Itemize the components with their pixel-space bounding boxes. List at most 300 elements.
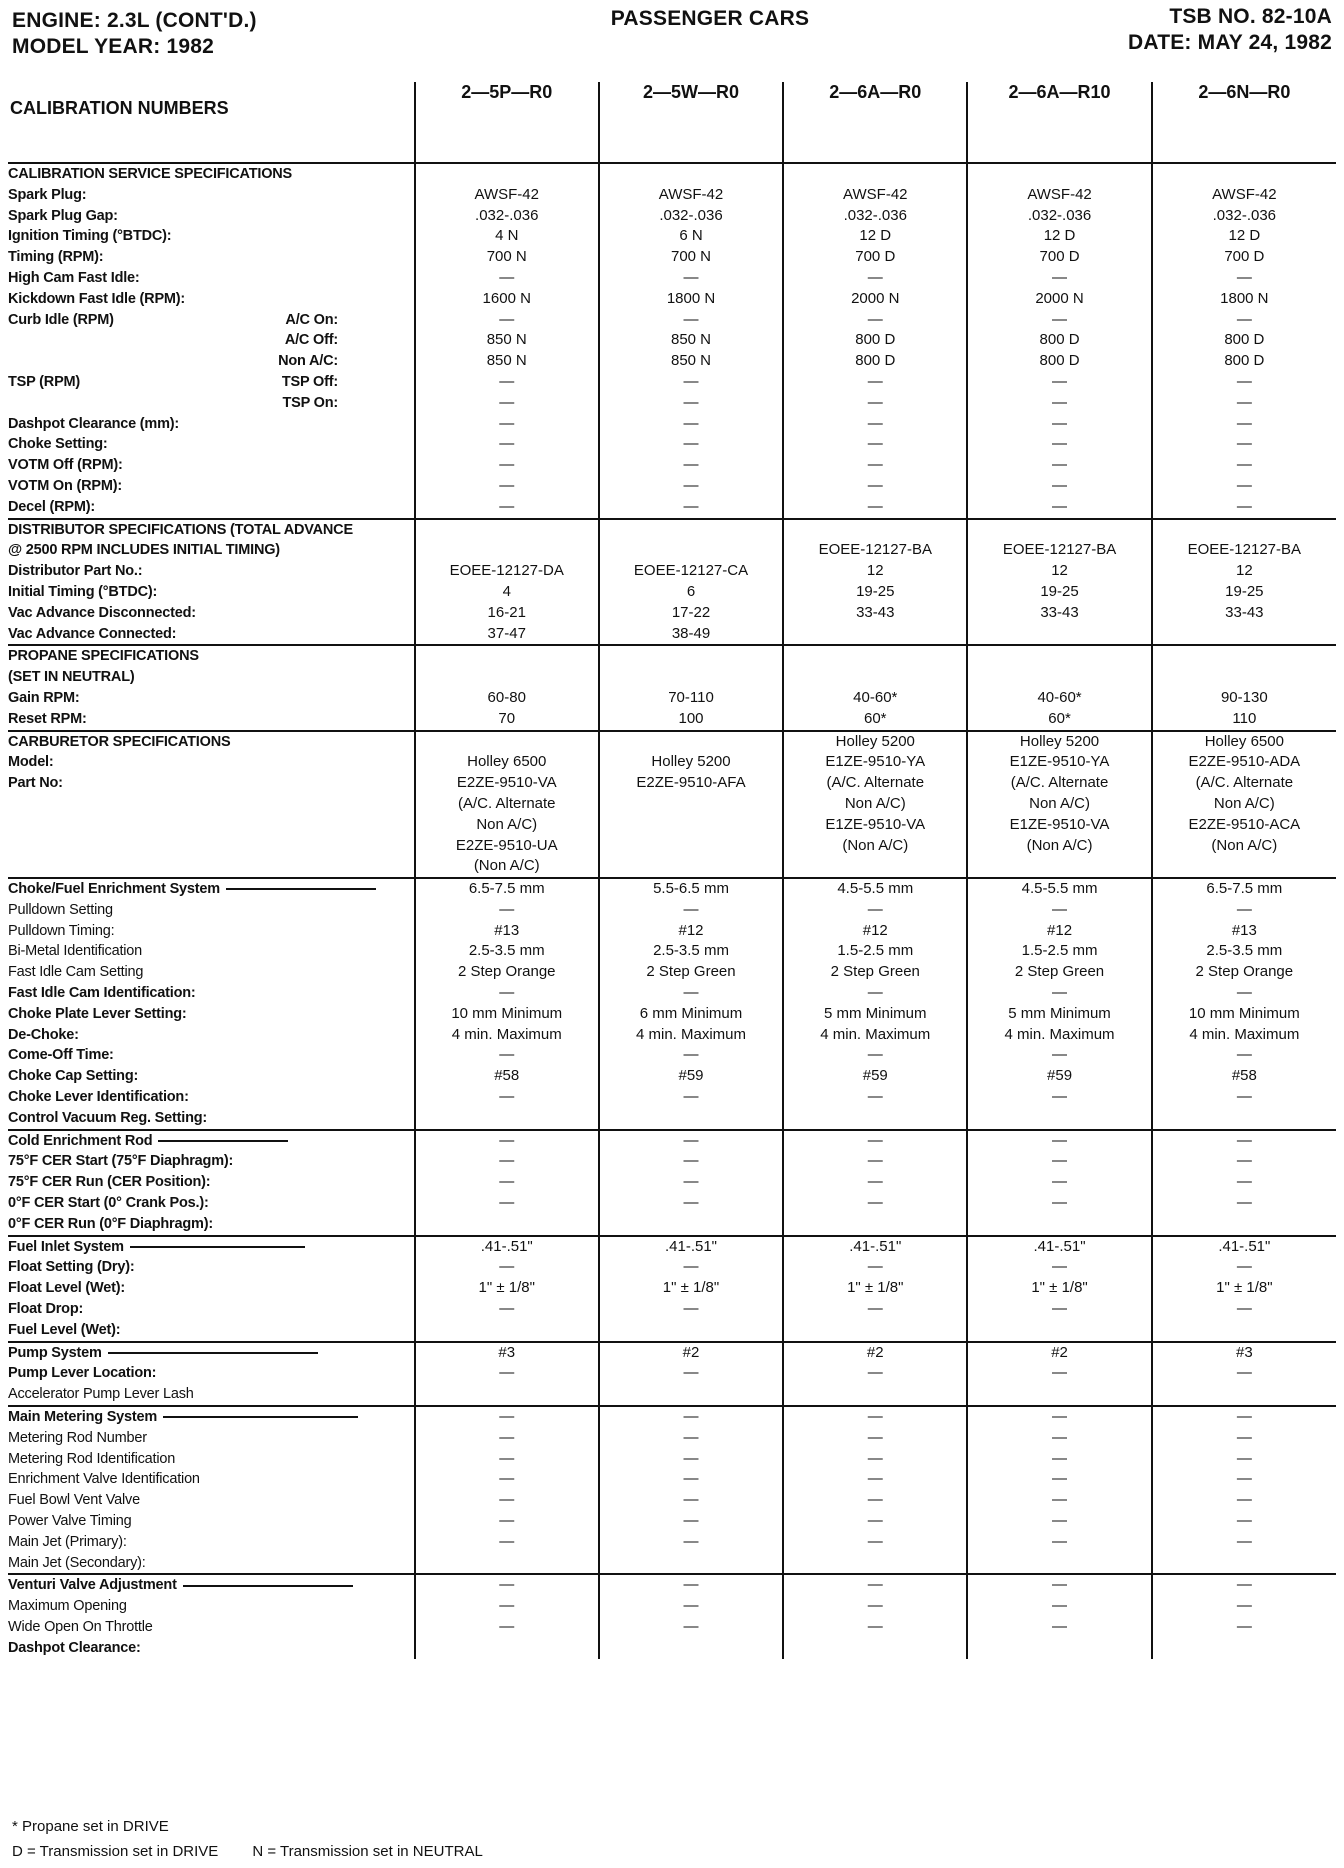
bulletin-date: DATE: MAY 24, 1982 xyxy=(1128,31,1332,54)
spec-label-text: Float Drop: xyxy=(8,1301,84,1318)
spec-value: 19-25 xyxy=(1040,582,1079,600)
spec-label xyxy=(8,1407,414,1428)
spec-value: EOEE-12127-CA xyxy=(633,562,749,580)
spec-value: #58 xyxy=(494,1067,520,1085)
spec-value: 4.5-5.5 mm xyxy=(1021,880,1098,898)
spec-label xyxy=(8,921,414,942)
spec-label-text: Kickdown Fast Idle (RPM): xyxy=(8,290,186,307)
spec-value-cell xyxy=(1152,878,1336,1130)
spec-value: 16-21 xyxy=(487,603,526,621)
spec-value: — xyxy=(867,1408,883,1426)
spec-value-cell xyxy=(415,1236,599,1342)
spec-value: #3 xyxy=(498,1343,516,1361)
spec-value: — xyxy=(683,1617,699,1635)
section-underline-rule xyxy=(108,1352,318,1354)
spec-label xyxy=(8,520,414,541)
spec-value: — xyxy=(683,435,699,453)
spec-label xyxy=(8,1151,414,1172)
spec-label xyxy=(8,476,414,497)
spec-value-cell xyxy=(783,1342,967,1406)
spec-label xyxy=(8,497,414,518)
spec-label xyxy=(8,794,414,815)
spec-value xyxy=(784,646,966,667)
section-label-cell xyxy=(8,163,415,519)
spec-value: — xyxy=(1236,1491,1252,1509)
spec-value: — xyxy=(1236,1300,1252,1318)
spec-value: — xyxy=(867,1152,883,1170)
spec-value xyxy=(784,1108,966,1129)
spec-value: — xyxy=(1236,1617,1252,1635)
spec-label xyxy=(8,1237,414,1258)
spec-value xyxy=(1153,1553,1336,1574)
spec-value: — xyxy=(867,393,883,411)
spec-value xyxy=(784,1384,966,1405)
spec-value: — xyxy=(867,984,883,1002)
spec-value xyxy=(968,1638,1150,1659)
spec-value-cell xyxy=(1152,645,1336,730)
spec-label xyxy=(8,1066,414,1087)
spec-value-cell xyxy=(599,163,783,519)
calibration-column-header: 2—5P—R0 xyxy=(415,82,599,163)
spec-value: — xyxy=(867,1258,883,1276)
spec-value-cell xyxy=(599,731,783,879)
spec-label xyxy=(8,1617,414,1638)
section-underline-rule xyxy=(130,1246,305,1248)
spec-label-text: 75°F CER Start (75°F Diaphragm): xyxy=(8,1153,234,1170)
spec-value: — xyxy=(683,1491,699,1509)
spec-value-cell xyxy=(599,1236,783,1342)
spec-label xyxy=(8,1004,414,1025)
spec-label xyxy=(8,941,414,962)
spec-value: — xyxy=(1052,984,1068,1002)
spec-value: 60-80 xyxy=(487,688,526,706)
spec-value: — xyxy=(1052,1088,1068,1106)
spec-value-cell xyxy=(783,163,967,519)
spec-value xyxy=(600,815,782,836)
spec-value-cell xyxy=(967,1236,1151,1342)
engine-label: ENGINE: 2.3L (CONT'D.) xyxy=(12,9,257,32)
spec-value: — xyxy=(1236,1088,1252,1106)
spec-value: 850 N xyxy=(670,352,712,370)
spec-value: — xyxy=(499,497,515,515)
spec-label-text: Pulldown Timing: xyxy=(8,922,115,939)
spec-value-cell xyxy=(783,1236,967,1342)
spec-value xyxy=(784,667,966,688)
spec-value: — xyxy=(499,1428,515,1446)
spec-value: — xyxy=(1052,497,1068,515)
spec-value: 800 D xyxy=(1039,331,1080,349)
calibration-column-header: 2—5W—R0 xyxy=(599,82,783,163)
spec-value: 6 N xyxy=(679,227,703,245)
spec-label-text: CARBURETOR SPECIFICATIONS xyxy=(8,733,231,750)
spec-value: EOEE-12127-BA xyxy=(1002,541,1117,559)
spec-value: 800 D xyxy=(855,352,896,370)
spec-value: 700 N xyxy=(670,248,712,266)
spec-value: 2.5-3.5 mm xyxy=(1206,942,1283,960)
spec-value: — xyxy=(499,1300,515,1318)
spec-value: — xyxy=(1052,435,1068,453)
spec-value: — xyxy=(867,1300,883,1318)
spec-label xyxy=(8,268,414,289)
spec-value: — xyxy=(1236,1131,1252,1149)
spec-value-cell xyxy=(415,163,599,519)
spec-label-text: Dashpot Clearance: xyxy=(8,1639,141,1656)
spec-value-cell xyxy=(599,1574,783,1658)
spec-value: — xyxy=(867,1046,883,1064)
spec-label xyxy=(8,667,414,688)
spec-value: .41-.51" xyxy=(849,1237,902,1255)
spec-label-text: Initial Timing (°BTDC): xyxy=(8,583,158,600)
spec-value: 12 D xyxy=(1228,227,1261,245)
spec-value: — xyxy=(1052,268,1068,286)
spec-value xyxy=(1153,520,1336,541)
spec-label xyxy=(8,688,414,709)
spec-value: — xyxy=(683,372,699,390)
spec-value-cell xyxy=(599,1130,783,1236)
spec-value: 4 min. Maximum xyxy=(451,1025,562,1043)
spec-value: (Non A/C) xyxy=(842,836,909,854)
spec-value: — xyxy=(499,1491,515,1509)
spec-label-text: Choke/Fuel Enrichment System xyxy=(8,881,220,898)
spec-value xyxy=(1153,1384,1336,1405)
spec-value: — xyxy=(1236,1173,1252,1191)
spec-value: 1.5-2.5 mm xyxy=(837,942,914,960)
spec-value: — xyxy=(1236,1597,1252,1615)
spec-value xyxy=(600,836,782,857)
spec-label xyxy=(8,1045,414,1066)
spec-value xyxy=(784,164,966,185)
spec-value: 2.5-3.5 mm xyxy=(653,942,729,960)
spec-value: E2ZE-9510-VA xyxy=(456,774,557,792)
spec-value: 6 mm Minimum xyxy=(639,1004,743,1022)
spec-value: — xyxy=(1236,1258,1252,1276)
spec-value: 12 xyxy=(1051,562,1068,580)
spec-label-text: Pulldown Setting xyxy=(8,901,113,918)
spec-value-cell xyxy=(599,645,783,730)
spec-value: Non A/C) xyxy=(844,794,906,812)
spec-label xyxy=(8,603,414,624)
spec-section-row xyxy=(8,1342,1336,1406)
spec-value: — xyxy=(499,1152,515,1170)
spec-value-cell xyxy=(415,731,599,879)
spec-label-text: Pump Lever Location: xyxy=(8,1365,157,1382)
spec-value: (Non A/C) xyxy=(1026,836,1093,854)
spec-value xyxy=(600,732,782,753)
spec-value: (Non A/C) xyxy=(1211,836,1278,854)
spec-value: — xyxy=(867,900,883,918)
spec-value: #59 xyxy=(862,1067,888,1085)
spec-value: — xyxy=(1236,476,1252,494)
spec-label xyxy=(8,1553,414,1574)
spec-label-text: PROPANE SPECIFICATIONS xyxy=(8,648,199,665)
spec-value: — xyxy=(867,456,883,474)
spec-value: 10 mm Minimum xyxy=(451,1004,563,1022)
spec-value: — xyxy=(1236,1512,1252,1529)
section-underline-rule xyxy=(183,1585,353,1587)
spec-value-cell xyxy=(1152,519,1336,646)
spec-value: — xyxy=(499,372,515,390)
spec-value: Non A/C) xyxy=(476,815,538,833)
spec-label xyxy=(8,1193,414,1214)
spec-value: — xyxy=(1236,310,1252,328)
spec-value xyxy=(968,646,1150,667)
spec-value: — xyxy=(499,984,515,1002)
spec-value: 10 mm Minimum xyxy=(1188,1004,1300,1022)
spec-value: Non A/C) xyxy=(1213,794,1275,812)
spec-value: Holley 6500 xyxy=(467,753,547,771)
calibration-column-header: 2—6N—R0 xyxy=(1152,82,1336,163)
spec-value: — xyxy=(499,1131,515,1149)
spec-label xyxy=(8,1449,414,1470)
spec-value: — xyxy=(683,1152,699,1170)
spec-value xyxy=(600,1320,782,1341)
spec-label xyxy=(8,434,414,455)
spec-value: — xyxy=(499,1194,515,1212)
spec-label-text: Vac Advance Connected: xyxy=(8,625,177,642)
spec-label-text: Power Valve Timing xyxy=(8,1513,132,1529)
spec-value: — xyxy=(683,1449,699,1467)
spec-label xyxy=(8,815,414,836)
spec-value-cell xyxy=(599,1342,783,1406)
spec-value: (A/C. Alternate xyxy=(1195,774,1294,792)
spec-label xyxy=(8,561,414,582)
spec-value: — xyxy=(683,1512,699,1529)
spec-value: .41-.51" xyxy=(1218,1237,1271,1255)
spec-section-row xyxy=(8,1406,1336,1574)
spec-value-cell xyxy=(967,731,1151,879)
spec-value xyxy=(600,667,782,688)
spec-value: 17-22 xyxy=(671,603,711,621)
spec-label xyxy=(8,393,414,414)
spec-section-row xyxy=(8,519,1336,646)
footnote-neutral: N = Transmission set in NEUTRAL xyxy=(252,1843,483,1860)
spec-label-text: VOTM On (RPM): xyxy=(8,477,122,494)
spec-value: 4 min. Maximum xyxy=(1004,1025,1115,1043)
spec-label xyxy=(8,1511,414,1532)
header-left xyxy=(12,8,257,60)
section-label-cell xyxy=(8,1130,415,1236)
spec-value: — xyxy=(1236,268,1252,286)
spec-value: — xyxy=(867,1173,883,1191)
section-label-cell xyxy=(8,1406,415,1574)
spec-value: — xyxy=(499,1449,515,1467)
spec-value-cell xyxy=(415,1342,599,1406)
spec-value: — xyxy=(1052,1470,1068,1488)
spec-label-text: Main Jet (Primary): xyxy=(8,1533,127,1550)
spec-label xyxy=(8,962,414,983)
spec-value: — xyxy=(499,1470,515,1488)
spec-value: 700 D xyxy=(1224,248,1265,266)
spec-value: E2ZE-9510-AFA xyxy=(636,774,746,792)
spec-value xyxy=(600,1638,782,1659)
spec-value xyxy=(968,1553,1150,1574)
spec-value: 850 N xyxy=(486,352,527,370)
spec-value: — xyxy=(499,1597,515,1615)
spec-value-cell xyxy=(967,645,1151,730)
spec-value: — xyxy=(499,456,515,474)
spec-value: — xyxy=(499,1258,515,1276)
spec-value: — xyxy=(1052,1131,1068,1149)
spec-label-text: Distributor Part No.: xyxy=(8,563,143,580)
spec-value-cell xyxy=(1152,1574,1336,1658)
spec-label xyxy=(8,372,414,393)
spec-value: — xyxy=(499,1512,515,1529)
spec-label-text: Float Setting (Dry): xyxy=(8,1259,135,1276)
spec-value-cell xyxy=(415,1406,599,1574)
spec-value: 19-25 xyxy=(856,582,895,600)
spec-label-text: Metering Rod Number xyxy=(8,1429,147,1446)
section-label-cell xyxy=(8,1342,415,1406)
spec-label-text: Control Vacuum Reg. Setting: xyxy=(8,1109,208,1126)
spec-value: EOEE-12127-BA xyxy=(818,541,932,559)
spec-label-text: De-Choke: xyxy=(8,1026,79,1043)
spec-value: — xyxy=(683,1088,699,1106)
spec-label-text: Fast Idle Cam Identification: xyxy=(8,985,196,1002)
spec-section-row xyxy=(8,1574,1336,1658)
spec-value: AWSF-42 xyxy=(1212,185,1277,203)
spec-value: — xyxy=(1052,1194,1068,1212)
spec-value: Non A/C) xyxy=(1029,794,1090,812)
spec-value xyxy=(416,520,598,541)
spec-label-text: Fuel Level (Wet): xyxy=(8,1321,121,1338)
spec-label-text: Venturi Valve Adjustment xyxy=(8,1577,177,1594)
spec-value: — xyxy=(683,497,699,515)
spec-value xyxy=(784,624,966,645)
spec-value: #59 xyxy=(678,1067,704,1085)
spec-label-text: Maximum Opening xyxy=(8,1598,127,1615)
spec-value: 12 xyxy=(866,562,884,580)
spec-value: 4 min. Maximum xyxy=(635,1025,747,1043)
spec-value: — xyxy=(1236,1470,1252,1488)
spec-value: — xyxy=(683,1258,699,1276)
spec-value: E1ZE-9510-YA xyxy=(1009,753,1110,771)
spec-label xyxy=(8,1532,414,1553)
spec-value-cell xyxy=(783,1574,967,1658)
spec-label-text: Reset RPM: xyxy=(8,710,87,727)
spec-label-text: Float Level (Wet): xyxy=(8,1280,125,1297)
spec-value: .41-.51" xyxy=(480,1237,533,1255)
footnote-drive: D = Transmission set in DRIVE xyxy=(12,1843,219,1860)
spec-label xyxy=(8,1575,414,1596)
spec-value-cell xyxy=(783,519,967,646)
spec-value xyxy=(968,624,1150,645)
spec-value xyxy=(600,1384,782,1405)
spec-value: — xyxy=(683,414,699,432)
spec-value: — xyxy=(867,1449,883,1467)
spec-value: — xyxy=(683,268,699,286)
spec-label xyxy=(8,773,414,794)
spec-value xyxy=(1153,1320,1336,1341)
spec-label xyxy=(8,1131,414,1152)
spec-value xyxy=(784,856,966,877)
spec-value: 40-60* xyxy=(853,688,898,706)
spec-value: — xyxy=(499,1173,515,1191)
spec-value xyxy=(600,1214,782,1235)
spec-label-text: Main Metering System xyxy=(8,1409,158,1426)
spec-value-cell xyxy=(967,1574,1151,1658)
spec-value: — xyxy=(1052,310,1068,328)
spec-value: 1" ± 1/8" xyxy=(847,1279,904,1297)
spec-value: — xyxy=(1052,1300,1068,1318)
spec-value: #3 xyxy=(1235,1343,1253,1361)
spec-value-cell xyxy=(783,1406,967,1574)
spec-value: EOEE-12127-BA xyxy=(1187,541,1302,559)
spec-value xyxy=(600,540,782,561)
spec-value: 850 N xyxy=(486,331,527,349)
spec-value: 700 N xyxy=(486,248,527,266)
spec-value: 1800 N xyxy=(666,289,716,307)
spec-value: E1ZE-9510-VA xyxy=(1009,815,1110,833)
spec-label xyxy=(8,1172,414,1193)
spec-value: 33-43 xyxy=(1040,603,1079,621)
spec-label xyxy=(8,879,414,900)
spec-section-row xyxy=(8,731,1336,879)
spec-value-cell xyxy=(415,645,599,730)
spec-value: 2000 N xyxy=(851,289,900,307)
spec-value xyxy=(416,1553,598,1574)
spec-value: — xyxy=(1236,1449,1252,1467)
spec-value: .032-.036 xyxy=(475,206,539,224)
spec-value: — xyxy=(683,1597,699,1615)
spec-value: AWSF-42 xyxy=(843,185,908,203)
spec-label-text: High Cam Fast Idle: xyxy=(8,269,140,286)
spec-label-text: Ignition Timing (°BTDC): xyxy=(8,228,172,245)
section-label-cell xyxy=(8,519,415,646)
spec-value xyxy=(1153,1638,1336,1659)
header-center xyxy=(560,6,860,32)
spec-value: — xyxy=(683,1046,699,1064)
spec-label xyxy=(8,1108,414,1129)
spec-value: — xyxy=(683,1576,699,1594)
spec-value: 800 D xyxy=(855,331,896,349)
spec-value: (Non A/C) xyxy=(473,857,540,875)
spec-value: .41-.51" xyxy=(1033,1237,1086,1255)
spec-value: 1800 N xyxy=(1220,289,1269,307)
spec-value-cell xyxy=(1152,1236,1336,1342)
spec-label xyxy=(8,1490,414,1511)
spec-value: — xyxy=(867,476,883,494)
spec-value: — xyxy=(1052,372,1068,390)
spec-value: — xyxy=(1236,435,1252,453)
spec-value: AWSF-42 xyxy=(1027,185,1092,203)
spec-value: E1ZE-9510-VA xyxy=(825,815,926,833)
spec-label xyxy=(8,983,414,1004)
spec-value-cell xyxy=(783,1130,967,1236)
spec-value-cell xyxy=(1152,1342,1336,1406)
spec-value: — xyxy=(683,1131,699,1149)
spec-sublabel: A/C On: xyxy=(285,311,338,328)
spec-value xyxy=(600,856,782,877)
spec-value: 2 Step Green xyxy=(830,963,920,981)
spec-value xyxy=(968,520,1150,541)
spec-value: — xyxy=(1052,1364,1068,1382)
spec-value: — xyxy=(1052,393,1068,411)
spec-value: 33-43 xyxy=(856,603,895,621)
spec-label-text: Fuel Bowl Vent Valve xyxy=(8,1492,140,1509)
spec-value: — xyxy=(867,1131,883,1149)
spec-value xyxy=(600,1553,782,1574)
spec-value: 2 Step Green xyxy=(1014,963,1105,981)
spec-value: — xyxy=(1236,372,1252,390)
spec-label-text: 0°F CER Start (0° Crank Pos.): xyxy=(8,1195,209,1212)
spec-value: .032-.036 xyxy=(843,206,907,224)
spec-section-row xyxy=(8,645,1336,730)
spec-value xyxy=(968,164,1150,185)
spec-label xyxy=(8,1638,414,1659)
spec-value: — xyxy=(867,372,883,390)
spec-sublabel: A/C Off: xyxy=(284,332,338,349)
spec-value: — xyxy=(499,1617,515,1635)
